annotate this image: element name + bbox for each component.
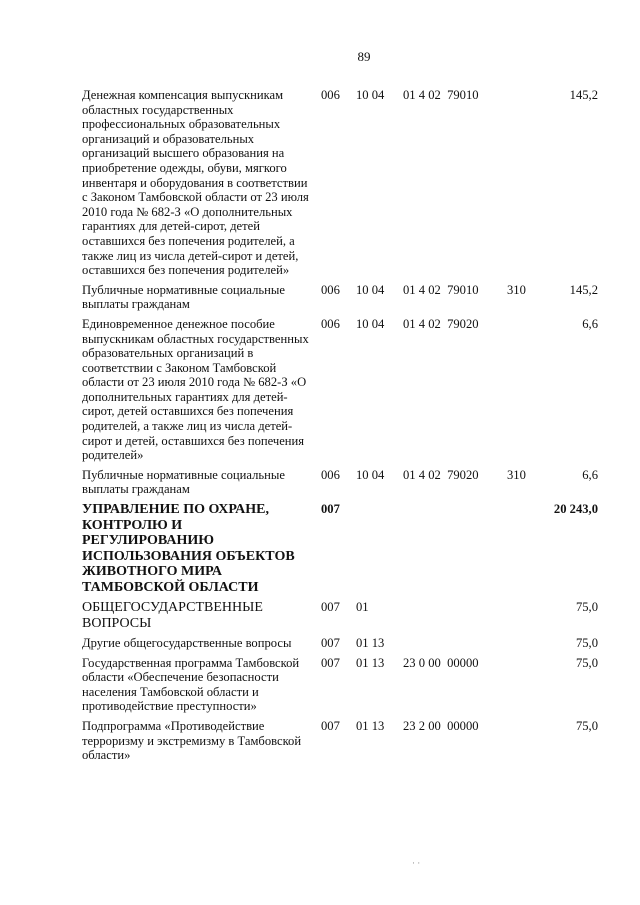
row-amount: 145,2 [569, 282, 598, 297]
row-amount: 75,0 [575, 655, 598, 670]
row-target-item-code: 01 4 02 79020 [403, 316, 479, 331]
budget-table [82, 88, 598, 768]
table-row [82, 600, 598, 631]
row-section-code: 10 04 [356, 316, 385, 331]
table-row [82, 656, 598, 714]
row-amount: 75,0 [575, 600, 598, 615]
row-name: Публичные нормативные социальные выплаты гражданам [82, 282, 289, 312]
row-department-code: 006 [321, 316, 340, 331]
row-department-code: 007 [321, 655, 340, 670]
row-expense-type-code: 310 [507, 467, 526, 482]
row-name: Денежная компенсация выпускникам областных государственных профессиональных образовательных организаций и образовательных организаций высшего образования на приобретение одежды, обуви, мягкого инвентаря и оборудования в соответствии с Законом Тамбовской области от 23 июля 2010 года № 682-З «О дополнительных гарантиях для детей-сирот, детей оставшихся без попечения родителей, а также лиц из числа детей-сирот и детей, оставшихся без попечения родителей» [82, 88, 312, 278]
row-target-item-code: 23 2 00 00000 [403, 719, 479, 733]
row-name: Публичные нормативные социальные выплаты гражданам [82, 467, 289, 497]
row-section-code: 01 [356, 600, 369, 615]
row-department-code: 007 [321, 600, 340, 615]
row-section-code: 01 13 [356, 655, 385, 670]
row-section-code: 10 04 [356, 282, 385, 297]
row-amount: 75,0 [575, 636, 598, 651]
row-department-code: 006 [321, 282, 340, 297]
page-number: 89 [357, 49, 371, 64]
row-name: ОБЩЕГОСУДАРСТВЕННЫЕ ВОПРОСЫ [82, 600, 267, 631]
row-section-code: 01 13 [356, 719, 385, 733]
row-amount: 6,6 [582, 467, 598, 482]
row-name: Единовременное денежное пособие выпускникам областных государственных образовательных организаций в соответствии с Законом Тамбовской области от 23 июля 2010 года № 682-З «О дополнительных гарантиях для детей-сирот, детей оставшихся без попечения родителей, а также лиц из числа детей-сирот и детей, оставшихся без попечения родителей» [82, 316, 312, 463]
table-row [82, 283, 598, 312]
table-row [82, 317, 598, 463]
row-expense-type-code: 310 [507, 282, 526, 297]
row-name: Другие общегосударственные вопросы [82, 636, 292, 651]
row-name: УПРАВЛЕНИЕ ПО ОХРАНЕ, КОНТРОЛЮ И РЕГУЛИРОВАНИЮ ИСПОЛЬЗОВАНИЯ ОБЪЕКТОВ ЖИВОТНОГО МИРА ТАМБОВСКОЙ ОБЛАСТИ [82, 502, 299, 595]
table-row-department-header [82, 502, 598, 595]
row-target-item-code: 01 4 02 79010 [403, 88, 479, 102]
row-target-item-code: 01 4 02 79010 [403, 282, 479, 297]
row-department-code: 007 [321, 719, 340, 733]
row-name: Государственная программа Тамбовской области «Обеспечение безопасности населения Тамбовской области и противодействие преступности» [82, 655, 303, 714]
row-amount: 6,6 [582, 316, 598, 331]
row-department-code: 007 [321, 636, 340, 651]
row-amount: 75,0 [575, 719, 598, 733]
row-amount: 20 243,0 [553, 502, 598, 517]
row-department-code: 006 [321, 467, 340, 482]
row-target-item-code: 23 0 00 00000 [403, 655, 479, 670]
row-department-code: 006 [321, 88, 340, 102]
table-row [82, 88, 598, 278]
table-row [82, 719, 598, 763]
scan-speck: · · [412, 858, 421, 868]
row-section-code: 10 04 [356, 467, 385, 482]
table-row [82, 468, 598, 497]
row-department-code: 007 [321, 502, 340, 517]
row-name: Подпрограмма «Противодействие терроризму и экстремизму в Тамбовской области» [82, 719, 305, 763]
row-amount: 145,2 [569, 88, 598, 102]
row-section-code: 01 13 [356, 636, 385, 651]
row-target-item-code: 01 4 02 79020 [403, 467, 479, 482]
row-section-code: 10 04 [356, 88, 385, 102]
table-row [82, 636, 598, 651]
